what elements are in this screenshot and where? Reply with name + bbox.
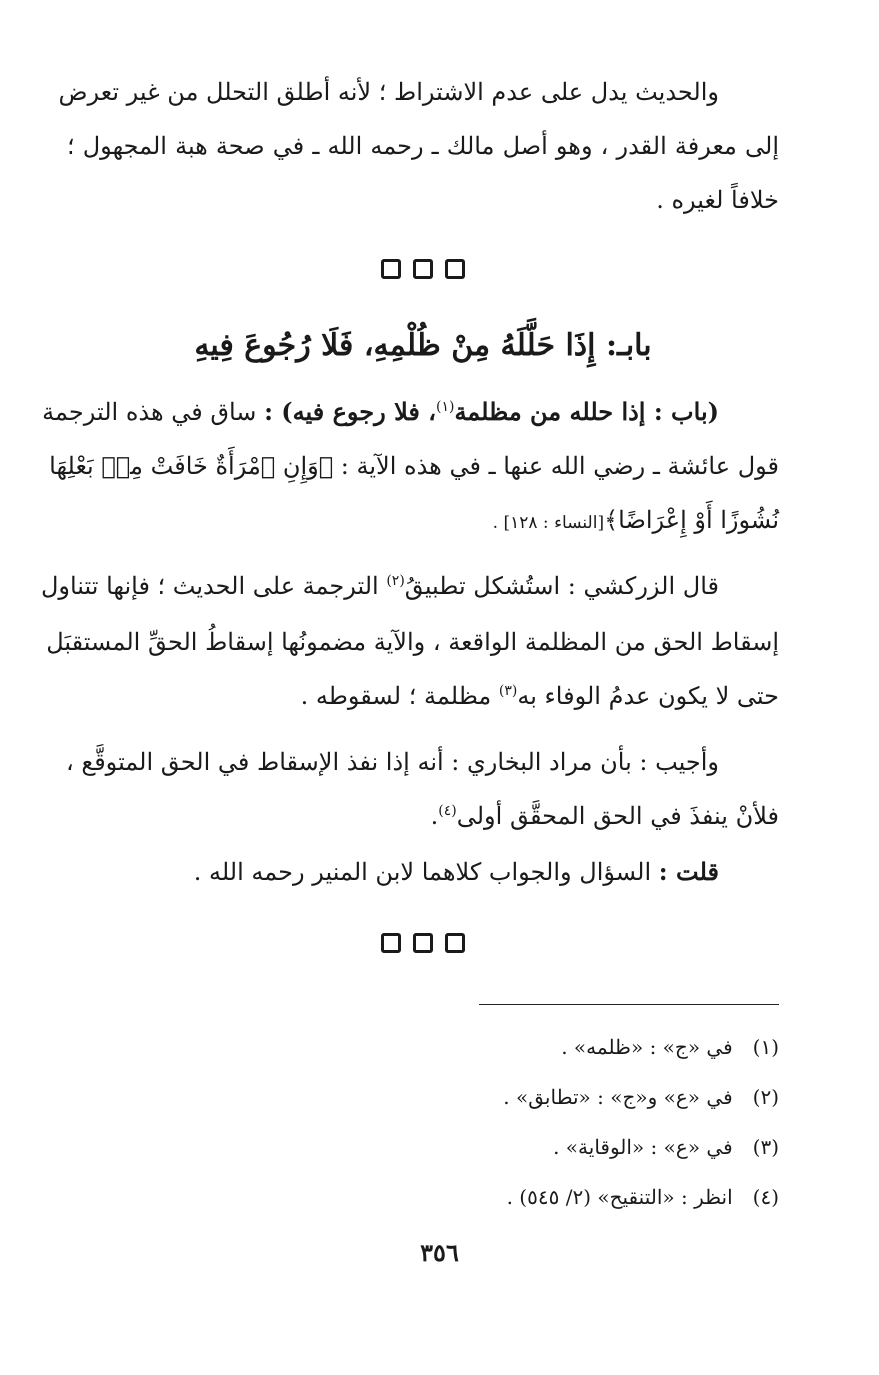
footnote-item bbox=[67, 1130, 779, 1164]
footnote-item bbox=[67, 1080, 779, 1114]
paragraph-1-line-3: خلافاً لغيره . bbox=[656, 186, 779, 214]
footnote-text: في «ج» : «ظلمه» . bbox=[561, 1035, 733, 1059]
square-ornament-icon bbox=[413, 259, 433, 279]
quran-verse: نُشُوزًا أَوْ إِعْرَاضًا﴾ bbox=[604, 506, 779, 534]
paragraph-2-line-2: قول عائشة ـ رضي الله عنها ـ في هذه الآية : ﴿وَإِنِ ٱمْرَأَةٌ خَافَتْ مِنۢ بَعْلِهَا bbox=[49, 452, 779, 480]
square-ornament-icon bbox=[381, 259, 401, 279]
paragraph-4-line-1: وأجيب : بأن مراد البخاري : أنه إذا نفذ الإسقاط في الحق المتوقَّع ، bbox=[66, 748, 719, 776]
footnote-number: (٤) bbox=[752, 1185, 779, 1209]
paragraph-4-line-2 bbox=[67, 796, 779, 836]
footnote-number: (٣) bbox=[752, 1135, 779, 1159]
page-number: ٣٥٦ bbox=[420, 1238, 459, 1267]
footnote-number: (٢) bbox=[752, 1085, 779, 1109]
paragraph-2-line-1 bbox=[42, 392, 719, 432]
footnote-ref-4: (٤) bbox=[438, 803, 457, 819]
section-separator-ornament bbox=[67, 932, 779, 958]
paragraph-1-line-2: إلى معرفة القدر ، وهو أصل مالك ـ رحمه الله ـ في صحة هبة المجهول ؛ bbox=[67, 132, 779, 160]
footnote-ref-1: (١) bbox=[435, 399, 455, 415]
square-ornament-icon bbox=[445, 933, 465, 953]
footnote-item bbox=[67, 1180, 779, 1214]
paragraph-3-line-3 bbox=[67, 676, 779, 716]
paragraph-2-line-1-text: ساق في هذه الترجمة bbox=[42, 398, 257, 426]
footnote-ref-2: (٢) bbox=[386, 573, 405, 589]
paragraph-4-line-2-b: . bbox=[430, 802, 439, 830]
paragraph-5-text: السؤال والجواب كلاهما لابن المنير رحمه الله . bbox=[193, 858, 652, 886]
footnote-ref-3: (٣) bbox=[498, 683, 518, 699]
qultu-label: قلت : bbox=[658, 857, 719, 886]
paragraph-3-line-3-a: حتى لا يكون عدمُ الوفاء به bbox=[517, 682, 779, 710]
footnote-divider bbox=[479, 1004, 779, 1005]
paragraph-3-line-3-b: مظلمة ؛ لسقوطه . bbox=[300, 682, 492, 710]
paragraph-5 bbox=[67, 852, 719, 892]
footnote-text: في «ع» : «الوقاية» . bbox=[553, 1135, 733, 1159]
footnote-text: انظر : «التنقيح» (٢/ ٥٤٥) . bbox=[506, 1185, 733, 1209]
paragraph-2-line-3 bbox=[67, 500, 779, 543]
square-ornament-icon bbox=[413, 933, 433, 953]
footnote-item bbox=[67, 1030, 779, 1064]
square-ornament-icon bbox=[381, 933, 401, 953]
chapter-title-quote-end: ، فلا رجوع فيه) : bbox=[264, 397, 436, 426]
square-ornament-icon bbox=[445, 259, 465, 279]
chapter-title-quote: (باب : إذا حلله من مظلمة bbox=[454, 397, 719, 426]
paragraph-1-line-1: والحديث يدل على عدم الاشتراط ؛ لأنه أطلق التحلل من غير تعرض bbox=[58, 78, 719, 106]
paragraph-3-line-1-b: الترجمة على الحديث ؛ فإنها تتناول bbox=[40, 572, 379, 600]
paragraph-4-line-2-a: فلأنْ ينفذَ في الحق المحقَّق أولى bbox=[456, 802, 779, 830]
section-separator-ornament bbox=[67, 258, 779, 284]
paragraph-3-line-2: إسقاط الحق من المظلمة الواقعة ، والآية مضمونُها إسقاطُ الحقِّ المستقبَل bbox=[46, 628, 779, 656]
footnote-text: في «ع» و«ج» : «تطابق» . bbox=[503, 1085, 733, 1109]
paragraph-3-line-1 bbox=[40, 566, 719, 606]
verse-reference: [النساء : ١٢٨] . bbox=[492, 513, 605, 533]
footnote-number: (١) bbox=[752, 1035, 779, 1059]
chapter-heading: بابـ: إِذَا حَلَّلَهُ مِنْ ظُلْمِهِ، فَلَا رُجُوعَ فِيهِ bbox=[194, 328, 652, 363]
paragraph-3-line-1-a: قال الزركشي : استُشكل تطبيقُ bbox=[404, 572, 719, 600]
